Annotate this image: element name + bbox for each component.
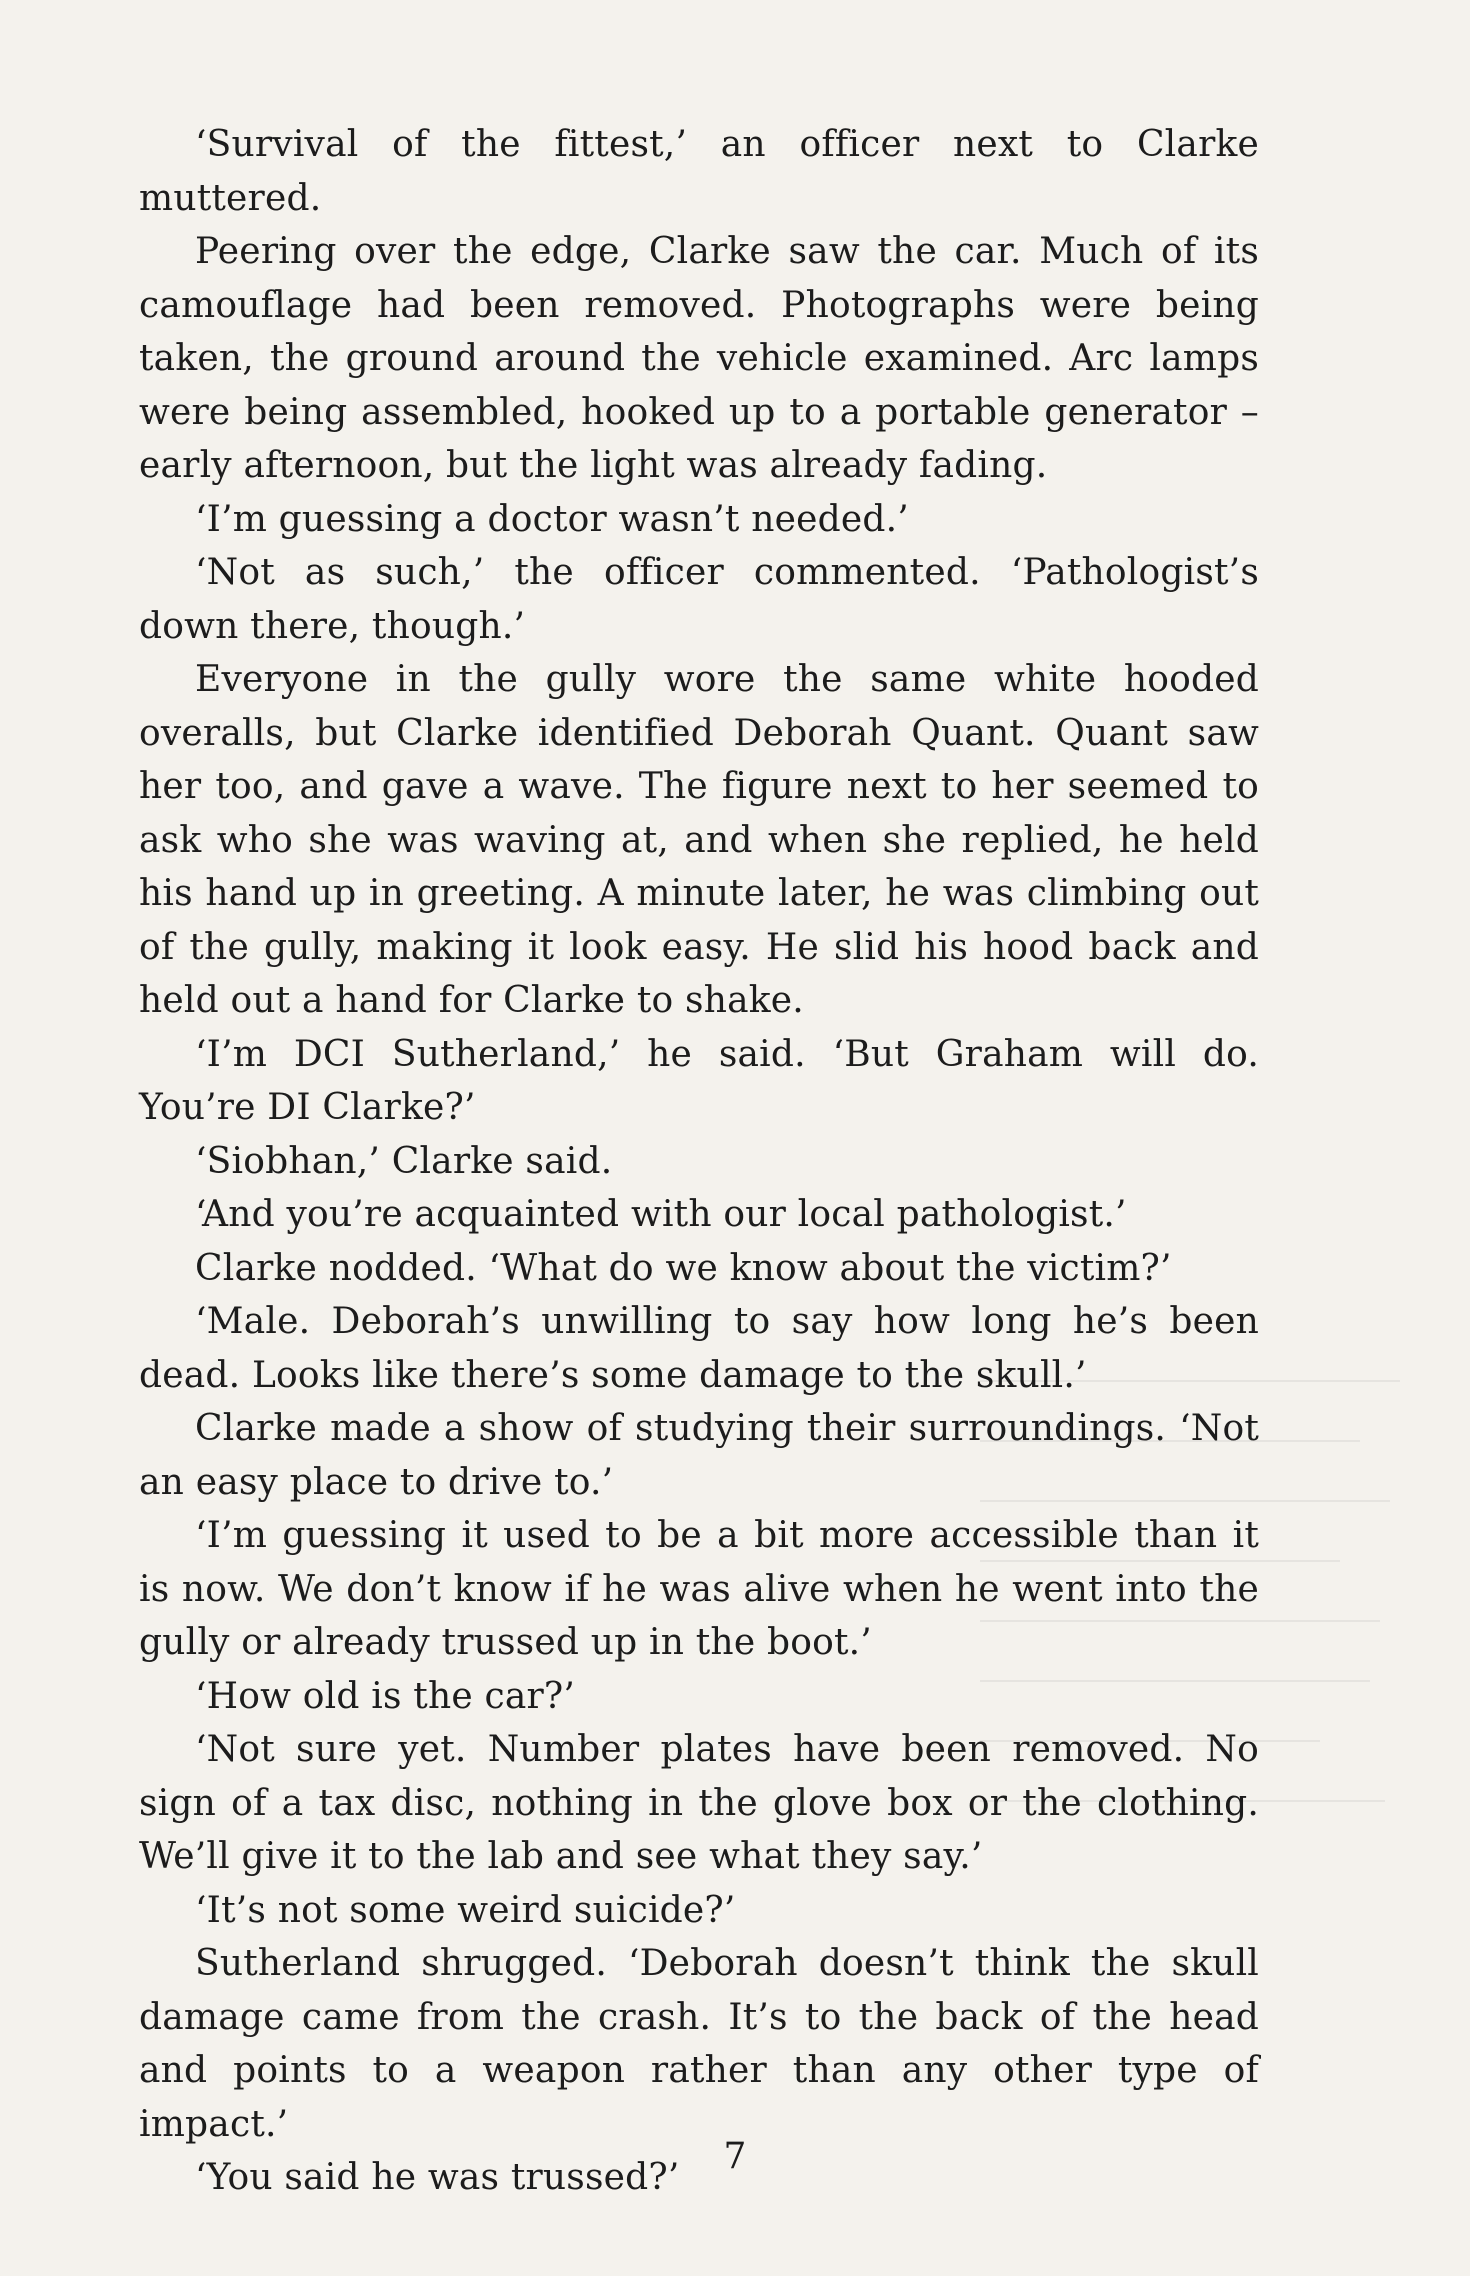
paragraph: ‘Not as such,’ the officer commented. ‘Pathologist’s down there, though.’	[139, 552, 1259, 647]
paragraph: ‘I’m DCI Sutherland,’ he said. ‘But Graham will do. You’re DI Clarke?’	[139, 1033, 1259, 1128]
paragraph: Peering over the edge, Clarke saw the car. Much of its camouflage had been removed. Photographs were being taken, the ground around the vehicle examined. Arc lamps were being assembled, hooked up to a portable generator – early afternoon, but the light was already fading.	[139, 231, 1259, 486]
paragraph: ‘I’m guessing a doctor wasn’t needed.’	[195, 498, 909, 540]
paragraph: Sutherland shrugged. ‘Deborah doesn’t think the skull damage came from the crash. It’s to the back of the head and points to a weapon rather than any other type of impact.’	[139, 1943, 1259, 2145]
paragraph: ‘I’m guessing it used to be a bit more accessible than it is now. We don’t know if he was alive when he went into the gully or already trussed up in the boot.’	[139, 1515, 1259, 1663]
paragraph: ‘And you’re acquainted with our local pathologist.’	[195, 1194, 1127, 1235]
paragraph: ‘Male. Deborah’s unwilling to say how long he’s been dead. Looks like there’s some damage to the skull.’	[139, 1301, 1259, 1396]
paragraph: Everyone in the gully wore the same white hooded overalls, but Clarke identified Deborah Quant. Quant saw her too, and gave a wave. The figure next to her seemed to ask who she was waving at, and when she replied, he held his hand up in greeting. A minute later, he was climbing out of the gully, making it look easy. He slid his hood back and held out a hand for Clarke to shake.	[139, 659, 1259, 1021]
paragraph: ‘It’s not some weird suicide?’	[195, 1889, 736, 1931]
paragraph: Clarke made a show of studying their surroundings. ‘Not an easy place to drive to.’	[139, 1408, 1259, 1503]
page-body-text	[139, 118, 1259, 2205]
paragraph: Clarke nodded. ‘What do we know about the victim?’	[195, 1247, 1172, 1289]
paragraph: ‘Survival of the fittest,’ an officer next to Clarke muttered.	[139, 124, 1259, 219]
paragraph: ‘Not sure yet. Number plates have been removed. No sign of a tax disc, nothing in the glove box or the clothing. We’ll give it to the lab and see what they say.’	[139, 1729, 1259, 1877]
paragraph: ‘Siobhan,’ Clarke said.	[195, 1140, 613, 1182]
page-number: 7	[723, 2136, 747, 2177]
paragraph: ‘How old is the car?’	[195, 1675, 576, 1717]
paragraph: ‘You said he was trussed?’	[195, 2157, 680, 2198]
